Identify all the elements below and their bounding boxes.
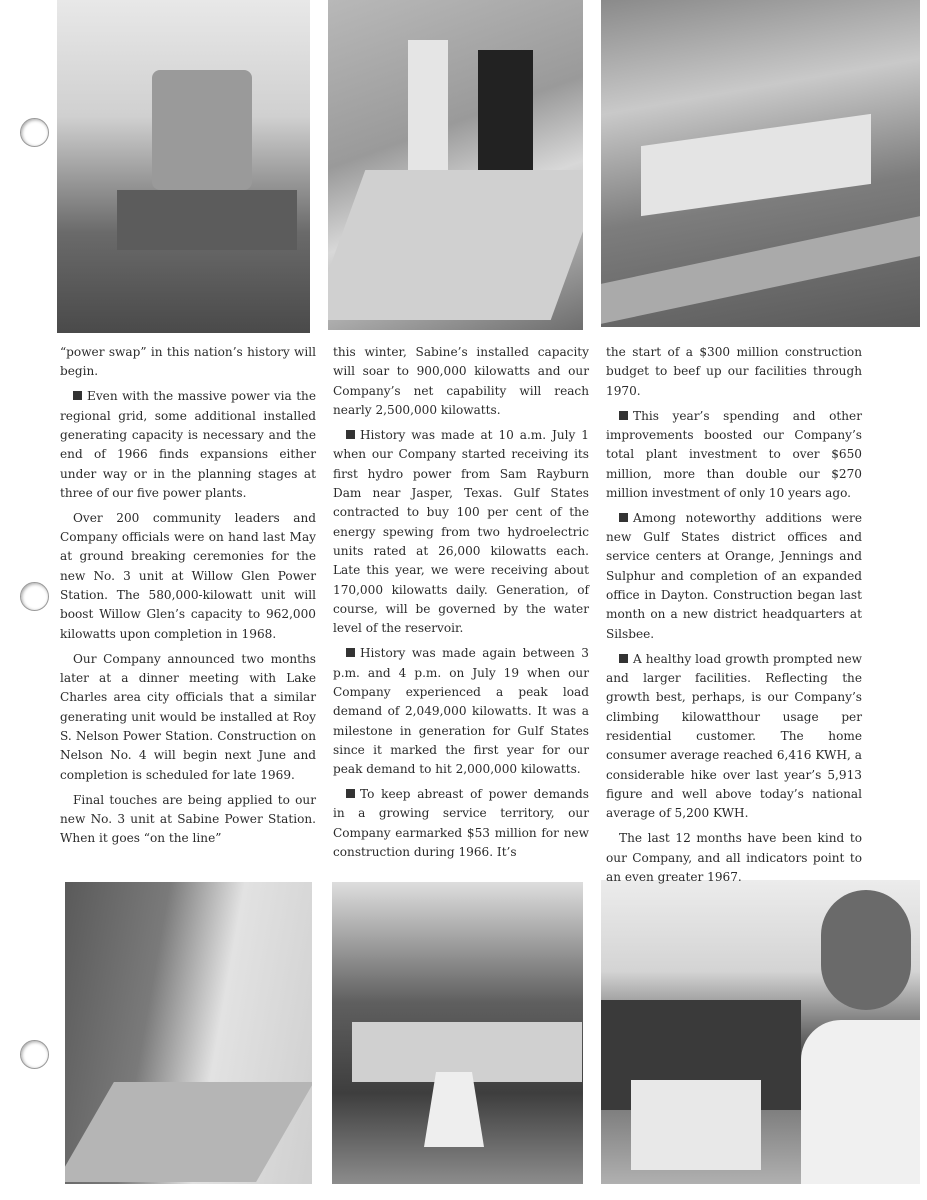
- bullet-square-icon: [619, 513, 628, 522]
- punch-hole: [20, 118, 49, 147]
- punch-hole: [20, 582, 49, 611]
- paragraph: Even with the massive power via the regional grid, some additional installed generating capacity is necessary and the end of 1966 finds expansions either under way or in the planning stages at three of our five power plants.: [60, 389, 316, 500]
- bullet-square-icon: [346, 789, 355, 798]
- text-column-3: [606, 343, 862, 893]
- photo-cable-reel-truck: [57, 0, 310, 333]
- paragraph: Among noteworthy additions were new Gulf States district offices and service centers at Orange, Jennings and Sulphur and completion of an expanded office in Dayton. Construction began last month on a new district headquarters at Silsbee.: [606, 510, 862, 641]
- photo-man-on-telephone: [601, 880, 920, 1184]
- bullet-square-icon: [619, 411, 628, 420]
- text-column-1: [60, 343, 316, 854]
- punch-hole: [20, 1040, 49, 1069]
- paragraph: “power swap” in this nation’s history will begin.: [60, 345, 316, 379]
- paragraph: A healthy load growth prompted new and larger facilities. Reflecting the growth best, perhaps, is our Company’s climbing kilowatthour usage per residential customer. The home consumer average reached 6,416 KWH, a considerable hike over last year’s 5,913 figure and well above today’s national average of 5,200 KWH.: [606, 651, 862, 821]
- paragraph: this winter, Sabine’s installed capacity will soar to 900,000 kilowatts and our Company’s net capability will reach nearly 2,500,000 kilowatts.: [333, 345, 589, 418]
- photo-district-office-sign: [332, 882, 583, 1184]
- paragraph: Our Company announced two months later at a dinner meeting with Lake Charles area city officials that a similar generating unit would be installed at Roy S. Nelson Power Station. Construction on Nelson No. 4 will begin next June and completion is scheduled for late 1969.: [60, 651, 316, 782]
- photo-men-at-display-table: [328, 0, 583, 330]
- paragraph: To keep abreast of power demands in a growing service territory, our Company earmarked $53 million for new construction during 1966. It’s: [333, 787, 589, 860]
- bullet-square-icon: [346, 430, 355, 439]
- text-column-2: [333, 343, 589, 868]
- bullet-square-icon: [73, 391, 82, 400]
- paragraph: History was made at 10 a.m. July 1 when our Company started receiving its first hydro power from Sam Rayburn Dam near Jasper, Texas. Gulf States contracted to buy 100 per cent of the energy spewing from two hydroelectric units rated at 26,000 kilowatts each. Late this year, we were receiving about 170,000 kilowatts daily. Generation, of course, will be governed by the water level of the reservoir.: [333, 427, 589, 636]
- paragraph: History was made again between 3 p.m. and 4 p.m. on July 19 when our Company experienced a peak load demand of 2,049,000 kilowatts. It was a milestone in generation for Gulf States since it marked the first year for our peak demand to hit 2,000,000 kilowatts.: [333, 646, 589, 777]
- bullet-square-icon: [619, 654, 628, 663]
- paragraph: This year’s spending and other improvements boosted our Company’s total plant investment to over $650 million, more than double our $270 million investment of only 10 years ago.: [606, 408, 862, 500]
- photo-building-walkway: [65, 882, 312, 1184]
- paragraph: Over 200 community leaders and Company officials were on hand last May at ground breaking ceremonies for the new No. 3 unit at Willow Glen Power Station. The 580,000-kilowatt unit will boost Willow Glen’s capacity to 962,000 kilowatts upon completion in 1968.: [60, 510, 316, 641]
- bullet-square-icon: [346, 648, 355, 657]
- paragraph: Final touches are being applied to our new No. 3 unit at Sabine Power Station. When it goes “on the line”: [60, 792, 316, 846]
- paragraph: the start of a $300 million construction budget to beef up our facilities through 1970.: [606, 345, 862, 398]
- photo-aerial-office-building: [601, 0, 920, 327]
- paragraph: The last 12 months have been kind to our Company, and all indicators point to an even greater 1967.: [606, 831, 862, 884]
